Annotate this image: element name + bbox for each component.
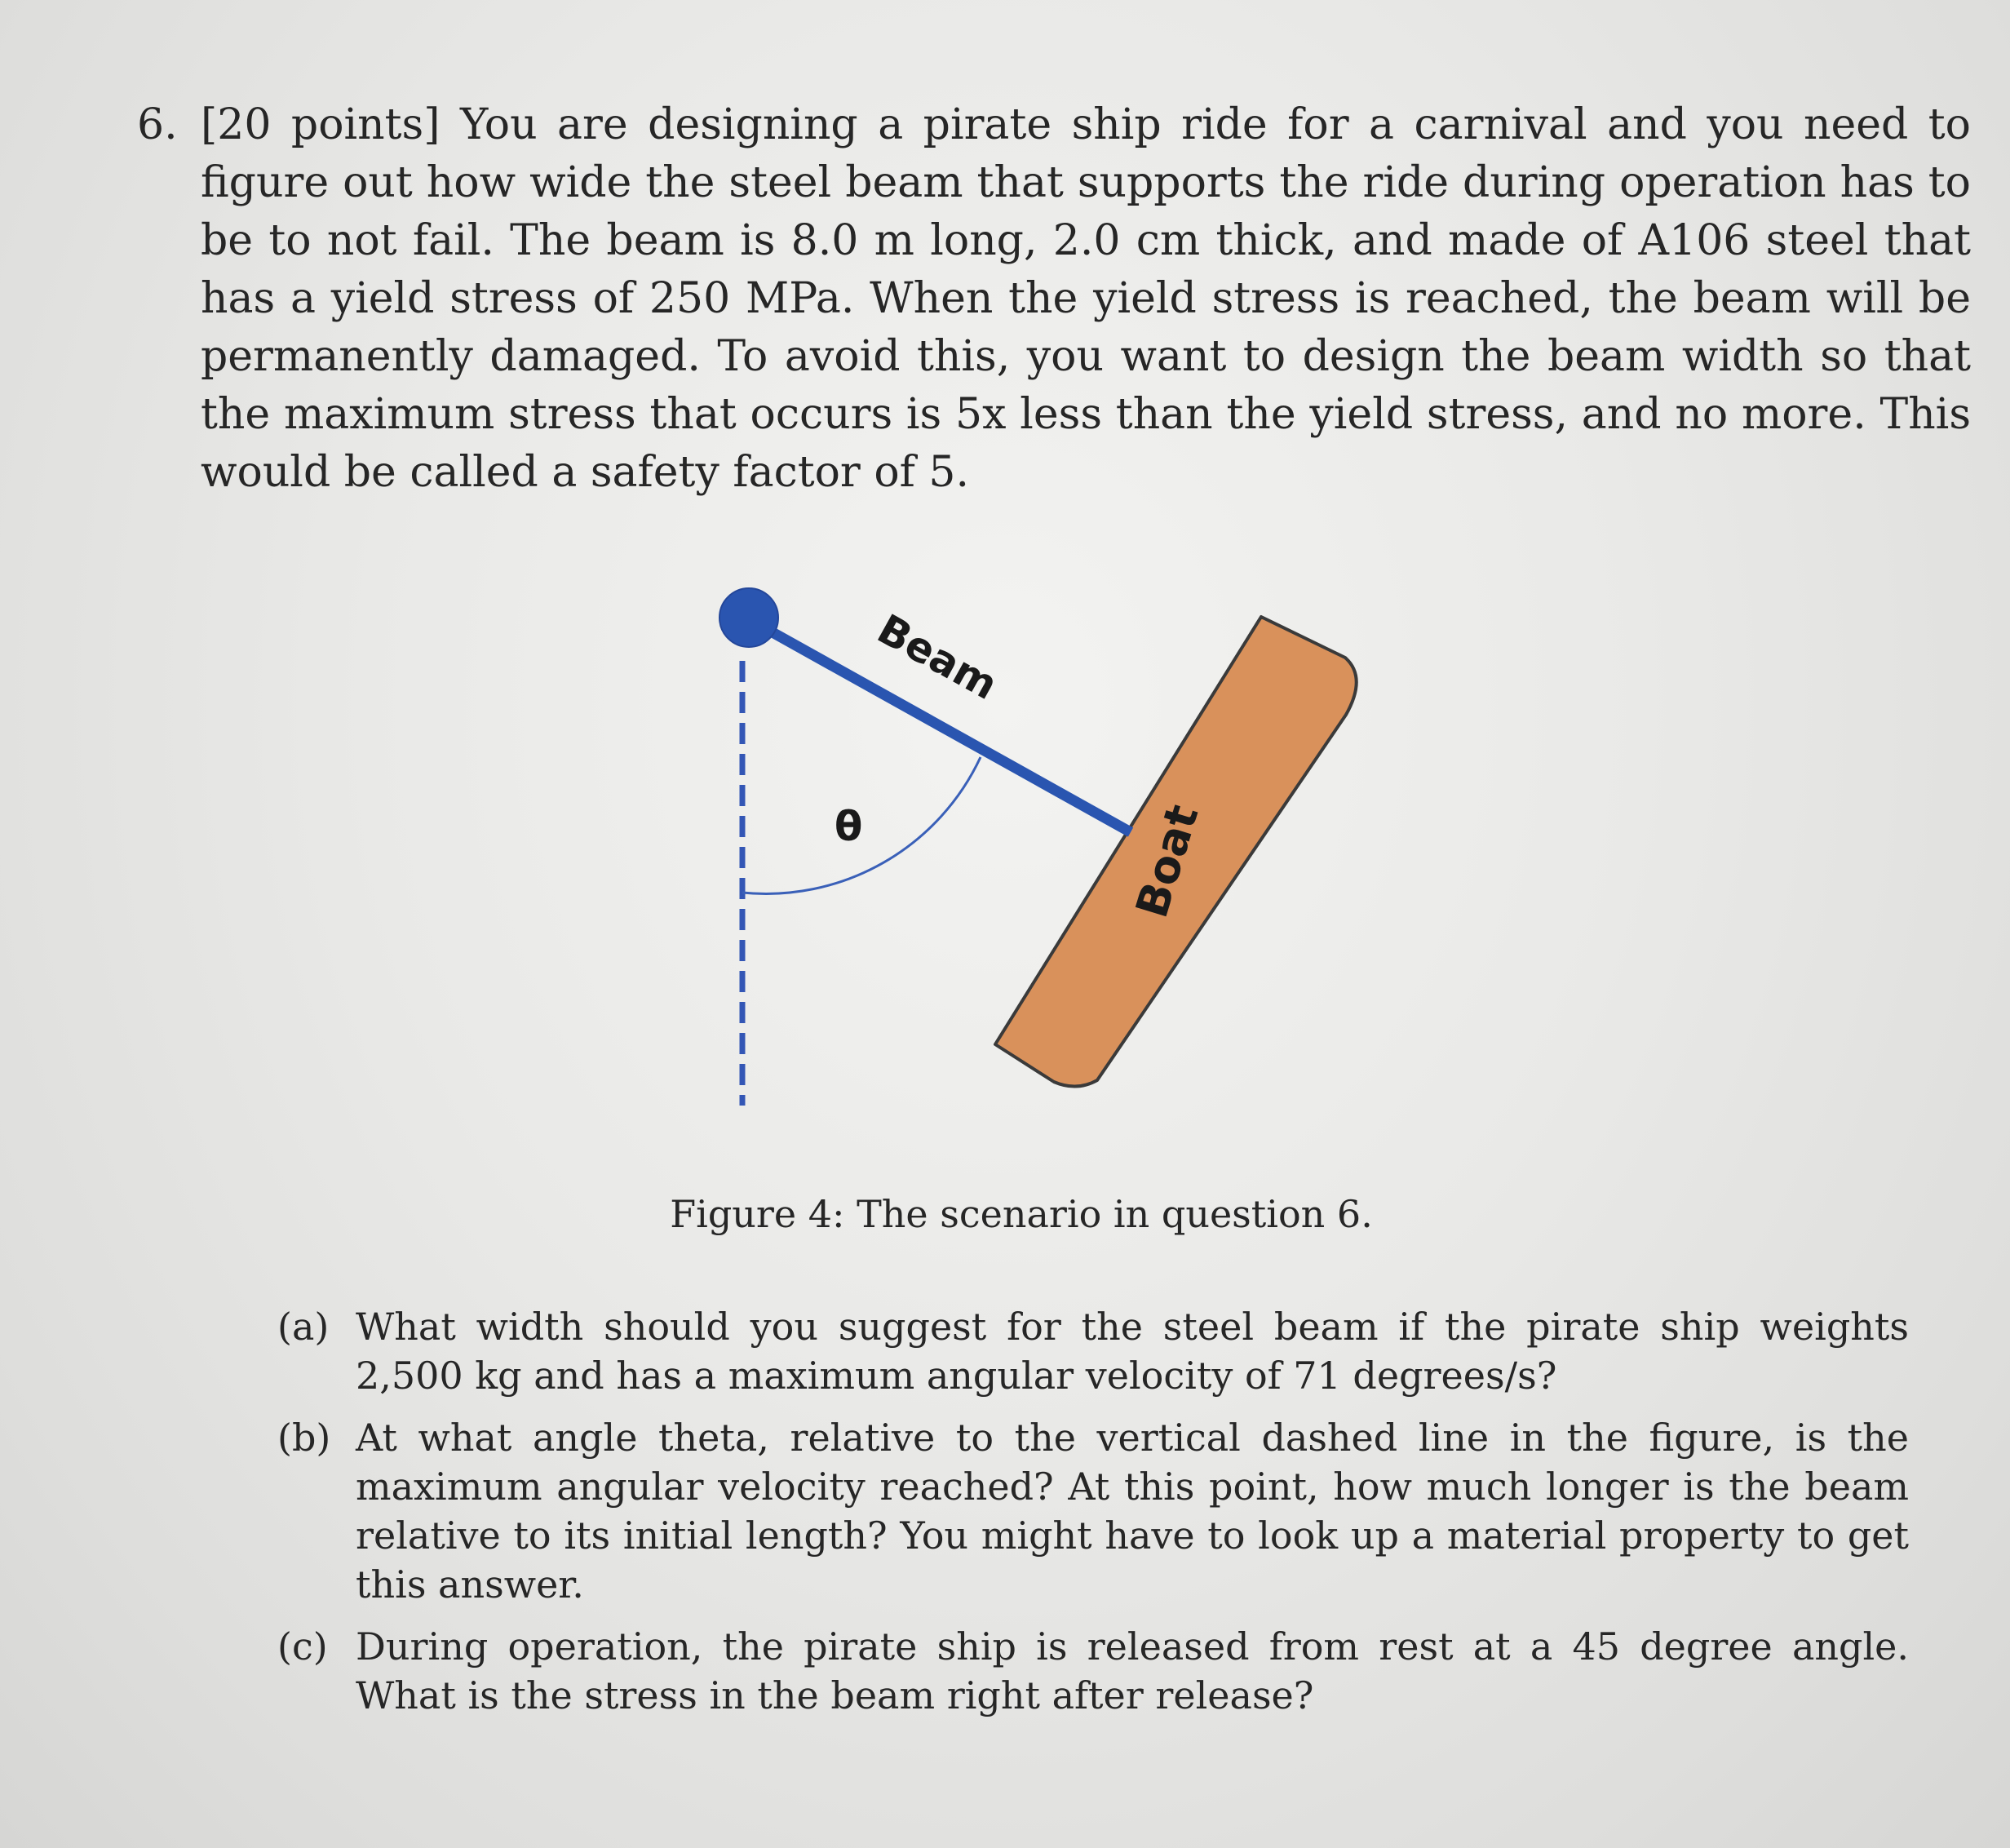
part-c-label: (c) xyxy=(277,1624,328,1669)
part-a-text: What width should you suggest for the steel beam if the pirate ship weights 2,500 kg and has a maximum angular velocity of 71 degrees/s? xyxy=(356,1305,1909,1398)
question-parts xyxy=(277,1302,1909,1733)
part-b xyxy=(277,1413,1909,1609)
part-a-label: (a) xyxy=(277,1305,330,1349)
figure-caption: Figure 4: The scenario in question 6. xyxy=(670,1192,1373,1236)
part-c-text: During operation, the pirate ship is released from rest at a 45 degree angle. What is the stress in the beam right after release? xyxy=(356,1624,1909,1717)
part-c xyxy=(277,1622,1909,1720)
part-b-text: At what angle theta, relative to the vertical dashed line in the figure, is the maximum angular velocity reached? At this point, how much longer is the beam relative to its initial length? You might have to look up a material property to get this answer. xyxy=(356,1416,1909,1606)
problem-number: 6. xyxy=(137,100,178,149)
theta-label: θ xyxy=(835,803,863,850)
problem-statement: [20 points] You are designing a pirate ship ride for a carnival and you need to figure out how wide the steel beam that supports the ride during operation has to be to not fail. The beam is 8.0 m long, 2.0 cm thick, and made of A106 steel that has a yield stress of 250 MPa. When the yield stress is reached, the beam will be permanently damaged. To avoid this, you want to design the beam width so that the maximum stress that occurs is 5x less than the yield stress, and no more. This would be called a safety factor of 5. xyxy=(201,100,1971,497)
pivot-point xyxy=(719,588,778,647)
beam-label: Beam xyxy=(870,605,1006,710)
part-b-label: (b) xyxy=(277,1416,331,1460)
figure-pirate-ship xyxy=(685,563,1370,1118)
part-a xyxy=(277,1302,1909,1400)
boat-label: Boat xyxy=(1126,799,1209,924)
